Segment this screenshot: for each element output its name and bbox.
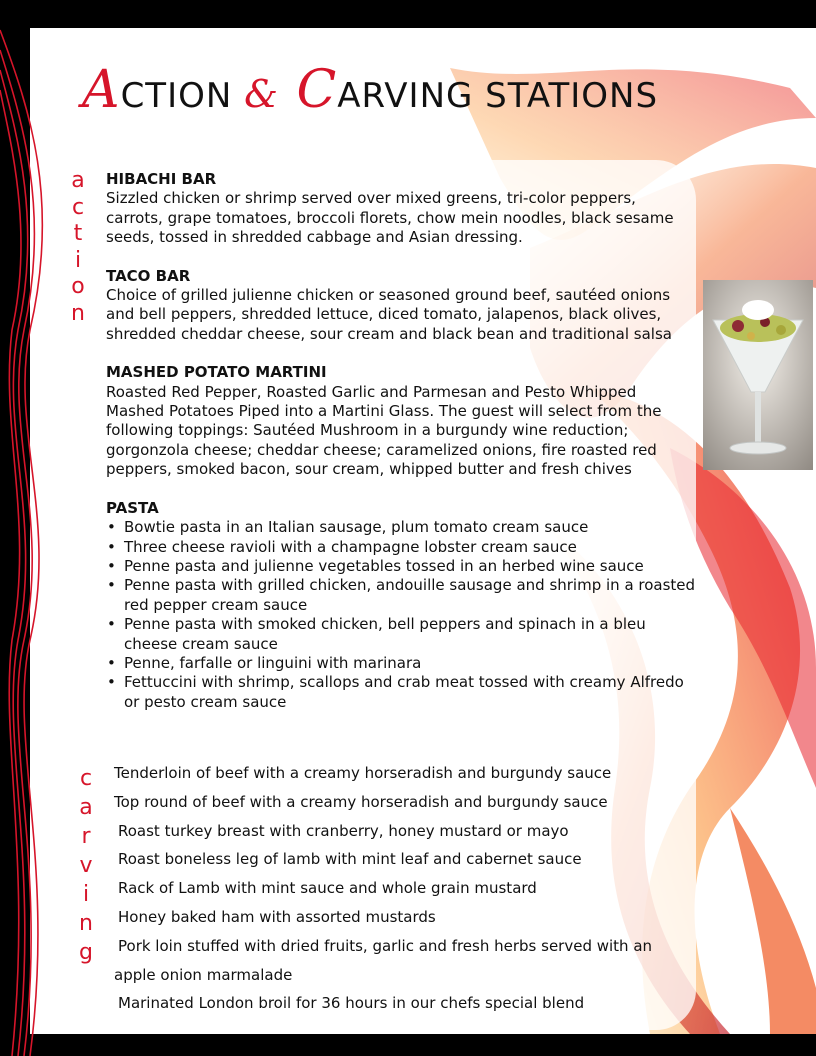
top-frame-band <box>0 0 816 28</box>
section-body: Sizzled chicken or shrimp served over mixed greens, tri-color peppers, carrots, grape tomatoes, broccoli florets, chow mein noodles, black sesame seeds, tossed in shredded cabbage and Asian dressing. <box>106 189 674 247</box>
vertical-letter: a <box>71 168 85 193</box>
section-taco-bar <box>106 267 696 345</box>
page-title <box>82 60 658 120</box>
section-pasta <box>106 499 696 712</box>
vertical-letter: n <box>71 300 85 326</box>
list-item: • Penne pasta with smoked chicken, bell peppers and spinach in a bleu cheese cream sauce <box>106 615 696 654</box>
section-heading: TACO BAR <box>106 266 191 285</box>
vertical-letter: i <box>82 882 90 907</box>
list-item: Honey baked ham with assorted mustards <box>118 907 436 926</box>
bottom-frame-band <box>0 1034 816 1056</box>
vertical-letter: o <box>71 274 85 299</box>
vertical-label-carving <box>76 764 96 967</box>
list-item: Marinated London broil for 36 hours in our chefs special blend <box>118 994 585 1013</box>
list-item: Roast boneless leg of lamb with mint leaf and cabernet sauce <box>118 850 582 869</box>
list-item: • Penne pasta and julienne vegetables tossed in an herbed wine sauce <box>106 557 696 576</box>
title-initial-a: A <box>82 60 121 120</box>
carving-stations-list <box>112 764 692 1023</box>
list-item: apple onion marmalade <box>114 965 293 984</box>
section-body: Roasted Red Pepper, Roasted Garlic and Parmesan and Pesto Whipped Mashed Potatoes Piped into a Martini Glass. The guest will select from the following toppings: Sautéed Mushroom in a burgundy wine reduction; gorgonzola cheese; cheddar cheese; caramelized onions, fire roasted red peppers, smoked bacon, sour cream, whipped butter and fresh chives <box>106 382 662 479</box>
vertical-label-action <box>68 168 88 327</box>
vertical-letter: n <box>79 911 93 936</box>
section-heading: HIBACHI BAR <box>106 170 217 188</box>
title-word-carving-stations: ARVING STATIONS <box>337 76 659 116</box>
list-item: • Fettuccini with shrimp, scallops and crab meat tossed with creamy Alfredo or pesto cream sauce <box>106 673 696 712</box>
list-item: Pork loin stuffed with dried fruits, garlic and fresh herbs served with an <box>118 936 653 955</box>
list-item: • Penne, farfalle or linguini with marinara <box>106 654 696 673</box>
vertical-letter: g <box>79 940 93 965</box>
list-item: Tenderloin of beef with a creamy horseradish and burgundy sauce <box>114 764 612 782</box>
vertical-letter: i <box>74 247 82 273</box>
section-mashed-potato-martini <box>106 363 696 479</box>
vertical-letter: a <box>79 795 93 820</box>
list-item: • Three cheese ravioli with a champagne lobster cream sauce <box>106 538 696 557</box>
pasta-list <box>106 518 696 712</box>
title-word-action: CTION <box>120 76 245 116</box>
section-heading: MASHED POTATO MARTINI <box>106 363 327 382</box>
vertical-letter: c <box>79 766 93 791</box>
vertical-letter: r <box>81 824 91 849</box>
martini-dish-photo <box>703 280 813 470</box>
decorative-arc-border <box>0 0 62 1056</box>
section-hibachi-bar <box>106 170 696 248</box>
action-stations-content <box>106 170 696 731</box>
vertical-letter: v <box>79 853 93 878</box>
list-item: Top round of beef with a creamy horseradish and burgundy sauce <box>114 792 608 811</box>
list-item: • Penne pasta with grilled chicken, andouille sausage and shrimp in a roasted red pepper cream sauce <box>106 576 696 615</box>
list-item: • Bowtie pasta in an Italian sausage, plum tomato cream sauce <box>106 518 696 537</box>
vertical-letter: c <box>71 194 85 220</box>
martini-glass-image <box>703 280 813 470</box>
list-item: Rack of Lamb with mint sauce and whole grain mustard <box>118 879 537 898</box>
section-heading: PASTA <box>106 498 159 517</box>
vertical-letter: t <box>73 221 83 246</box>
title-ampersand: & <box>244 72 279 116</box>
list-item: Roast turkey breast with cranberry, honey mustard or mayo <box>118 821 569 840</box>
section-body: Choice of grilled julienne chicken or seasoned ground beef, sautéed onions and bell peppers, shredded lettuce, diced tomato, jalapenos, black olives, shredded cheddar cheese, sour cream and black bean and traditional salsa <box>106 286 672 343</box>
title-initial-c: C <box>278 60 338 120</box>
